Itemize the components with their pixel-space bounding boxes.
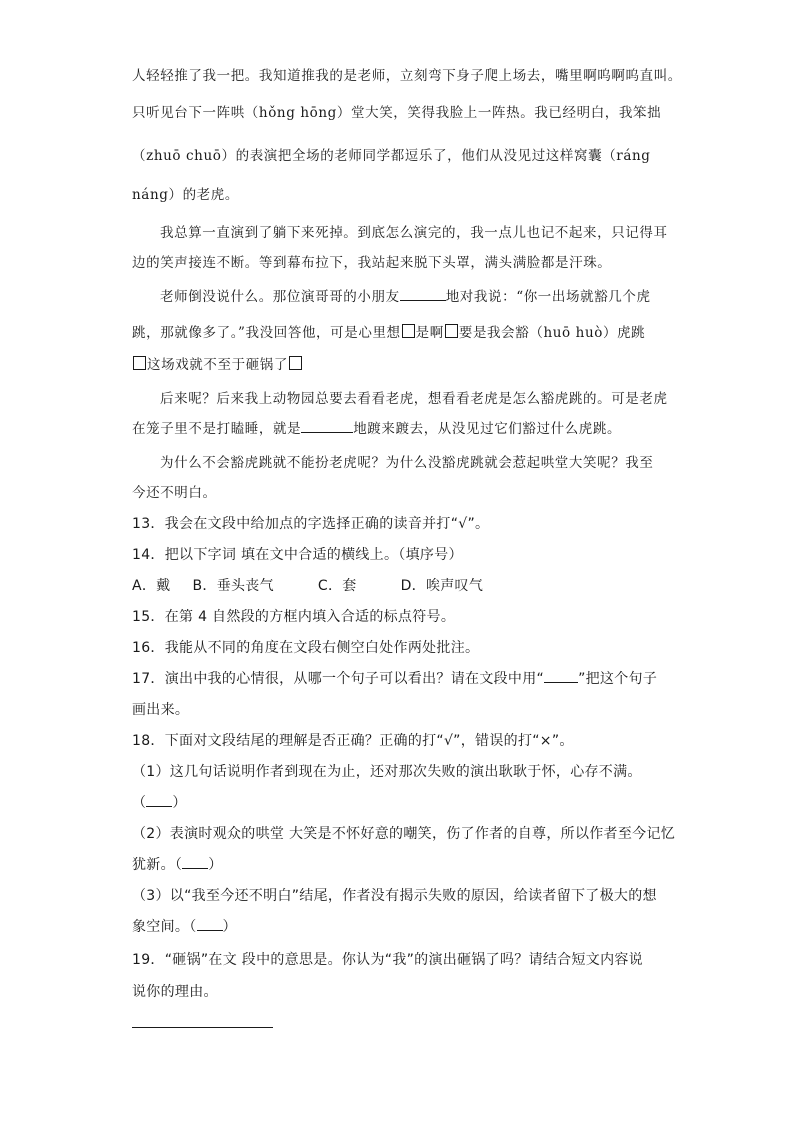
passage-line <box>132 419 621 439</box>
passage-line: 我总算一直演到了躺下来死掉。到底怎么演完的，我一点儿也记不起来，只记得耳 <box>160 225 668 241</box>
option-d: D．唉声叹气 <box>400 578 484 594</box>
question-text: ”把这个句子 <box>578 671 658 687</box>
passage-line: 今还不明白。 <box>132 485 217 501</box>
passage-line: 边的笑声接连不断。等到幕布拉下，我站起来脱下头罩，满头满脸都是汗珠。 <box>132 255 612 271</box>
answer-bracket <box>132 793 187 813</box>
fill-blank[interactable] <box>301 419 353 433</box>
question-18-3-cont <box>132 917 237 937</box>
passage-line: 人轻轻推了我一把。我知道推我的是老师，立刻弯下身子爬上场去，嘴里啊呜啊呜直叫。 <box>132 68 682 84</box>
passage-line <box>132 323 645 343</box>
passage-line <box>132 355 303 375</box>
bracket-open: （ <box>132 795 147 811</box>
passage-text: 地对我说：“你一出场就豁几个虎 <box>445 289 651 305</box>
underline-sample <box>544 669 578 683</box>
question-text: 象空间。（ <box>132 919 197 935</box>
question-18: 18．下面对文段结尾的理解是否正确？正确的打“√”，错误的打“×”。 <box>132 733 574 749</box>
passage-line: 后来呢？后来我上动物园总要去看看老虎，想看看老虎是怎么豁虎跳的。可是老虎 <box>160 391 668 407</box>
passage-text: 在笼子里不是打瞌睡，就是 <box>132 421 302 437</box>
passage-text: 跳，那就像多了。”我没回答他，可是心里想 <box>132 325 401 341</box>
question-18-2: （2）表演时观众的哄堂 大笑是不怀好意的嘲笑，伤了作者的自尊，所以作者至今记忆 <box>132 826 676 842</box>
bracket-close: ） <box>208 857 223 873</box>
passage-text: 是啊 <box>415 325 444 341</box>
question-13: 13．我会在文段中给加点的字选择正确的读音并打“√”。 <box>132 516 490 532</box>
punctuation-box[interactable] <box>133 356 146 370</box>
passage-line: náng）的老虎。 <box>132 187 239 203</box>
question-text: 犹新。（ <box>132 857 183 873</box>
question-18-3: （3）以“我至今还不明白”结尾，作者没有揭示失败的原因，给读者留下了极大的想 <box>132 888 657 904</box>
passage-text: 要是我会豁（huō huò）虎跳 <box>458 325 646 341</box>
answer-line[interactable] <box>132 1027 273 1028</box>
question-18-2-cont <box>132 855 223 875</box>
question-17-cont: 画出来。 <box>132 702 190 718</box>
bracket-close: ） <box>172 795 187 811</box>
passage-text: 这场戏就不至于砸锅了 <box>147 357 288 373</box>
answer-blank[interactable] <box>146 793 172 807</box>
answer-blank[interactable] <box>182 855 208 869</box>
fill-blank[interactable] <box>400 287 446 301</box>
passage-line: （zhuō chuō）的表演把全场的老师同学都逗乐了，他们从没见过这样窝囊（ráng <box>132 148 651 164</box>
option-a: A．戴 <box>132 578 171 594</box>
passage-text: 地踱来踱去，从没见过它们豁过什么虎跳。 <box>353 421 622 437</box>
question-19-cont: 说你的理由。 <box>132 984 218 1000</box>
question-17 <box>132 669 657 689</box>
passage-line: 为什么不会豁虎跳就不能扮老虎呢？为什么没豁虎跳就会惹起哄堂大笑呢？我至 <box>160 455 654 471</box>
punctuation-box[interactable] <box>445 324 458 338</box>
question-text: 17．演出中我的心情很，从哪一个句子可以看出？请在文段中用“ <box>132 671 545 687</box>
option-b: B．垂头丧气 <box>192 578 274 594</box>
punctuation-box[interactable] <box>402 324 415 338</box>
question-14: 14．把以下字词 填在文中合适的横线上。（填序号） <box>132 547 463 563</box>
question-16: 16．我能从不同的角度在文段右侧空白处作两处批注。 <box>132 640 480 656</box>
question-19: 19．“砸锅”在文 段中的意思是。你认为“我”的演出砸锅了吗？请结合短文内容说 <box>132 952 643 968</box>
answer-blank[interactable] <box>197 917 223 931</box>
passage-line: 只听见台下一阵哄（hǒng hōng）堂大笑，笑得我脸上一阵热。我已经明白，我笨拙 <box>132 105 662 121</box>
punctuation-box[interactable] <box>289 356 302 370</box>
passage-line <box>160 287 651 307</box>
question-18-1: （1）这几句话说明作者到现在为止，还对那次失败的演出耿耿于怀，心存不满。 <box>132 764 642 780</box>
passage-text: 老师倒没说什么。那位演哥哥的小朋友 <box>160 289 400 305</box>
option-c: C．套 <box>317 578 357 594</box>
question-14-options <box>132 576 483 596</box>
bracket-close: ） <box>222 919 237 935</box>
question-15: 15．在第 4 自然段的方框内填入合适的标点符号。 <box>132 609 456 625</box>
